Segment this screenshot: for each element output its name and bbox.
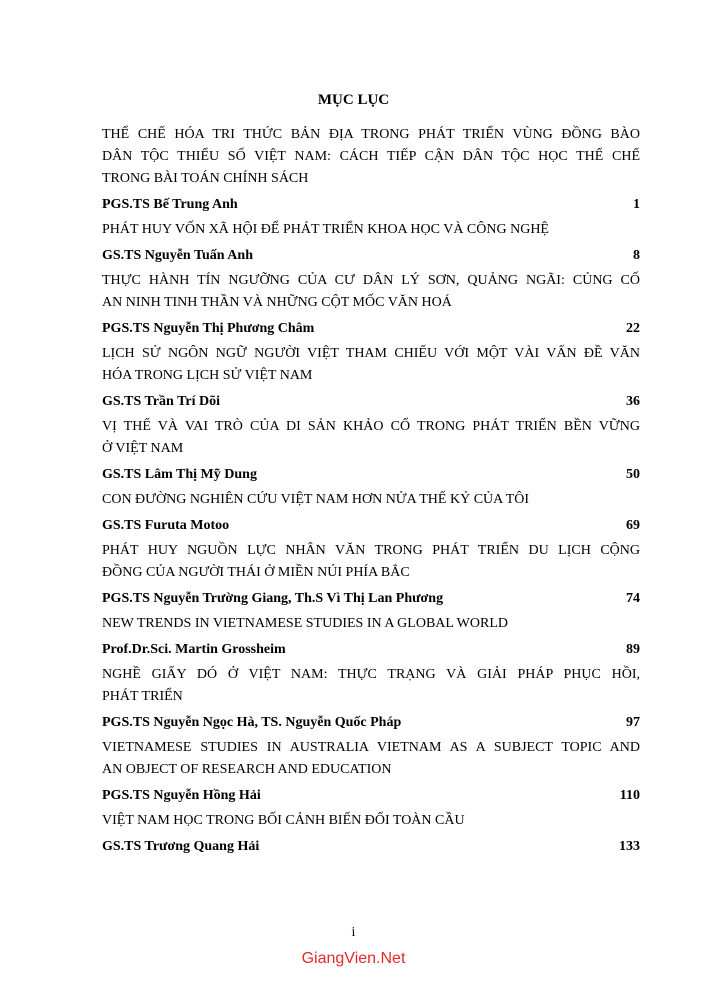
page-number: i [351,925,356,940]
toc-entry-author: PGS.TS Nguyễn Ngọc Hà, TS. Nguyễn Quốc Pháp [102,715,402,730]
toc-entry-author: PGS.TS Nguyễn Trường Giang, Th.S Vì Thị Lan Phương [102,591,444,606]
toc-entry [102,489,640,536]
toc-entry-author: GS.TS Trần Trí Dõi [102,394,220,409]
toc-entry [102,540,640,609]
toc-entry [102,416,640,485]
toc-entry-title-line: PHÁT HUY VỐN XÃ HỘI ĐỂ PHÁT TRIỂN KHOA HỌC VÀ CÔNG NGHỆ [102,222,549,237]
toc-entry [102,613,640,660]
toc-entry-page: 69 [626,518,640,533]
toc-entry-title-line: VỊ THẾ VÀ VAI TRÒ CỦA DI SẢN KHẢO CỔ TRONG PHÁT TRIỂN BỀN VỮNG [102,419,640,434]
toc-entry-page: 8 [633,248,640,263]
toc-entry-page: 133 [619,839,640,854]
watermark: GiangVien.Net [301,950,406,967]
toc-entry-author-row [102,786,640,806]
toc-entry-page: 22 [626,321,640,336]
toc-entry-page: 36 [626,394,640,409]
toc-entry-title-line: NGHỀ GIẤY DÓ Ở VIỆT NAM: THỰC TRẠNG VÀ GIẢI PHÁP PHỤC HỒI, [102,667,640,682]
toc-entry [102,664,640,733]
toc-entry-title-line: PHÁT TRIỂN [102,689,183,704]
toc-entry-author-row [102,837,640,857]
toc-entry-title-line: VIETNAMESE STUDIES IN AUSTRALIA VIETNAM AS A SUBJECT TOPIC AND [102,740,640,755]
toc-entry-author: PGS.TS Nguyễn Thị Phương Châm [102,321,315,336]
toc-entry-author-row [102,713,640,733]
toc-entry [102,343,640,412]
toc-entry-author: GS.TS Furuta Motoo [102,518,230,533]
toc-entry-title-line: NEW TRENDS IN VIETNAMESE STUDIES IN A GLOBAL WORLD [102,616,508,631]
toc-entry-author-row [102,516,640,536]
toc-entry-title-line: DÂN TỘC THIỂU SỐ VIỆT NAM: CÁCH TIẾP CẬN DÂN TỘC HỌC THỂ CHẾ [102,149,640,164]
toc-entry [102,270,640,339]
toc-entry [102,737,640,806]
toc-entry-author: GS.TS Nguyễn Tuấn Anh [102,248,253,263]
toc-entry-author-row [102,465,640,485]
toc-entry-author: PGS.TS Bế Trung Anh [102,197,238,212]
page-title: MỤC LỤC [317,92,390,108]
toc-entry-title-line: THỰC HÀNH TÍN NGƯỠNG CỦA CƯ DÂN LÝ SƠN, QUẢNG NGÃI: CỦNG CỐ [102,273,640,288]
toc-entry-title-line: THỂ CHẾ HÓA TRI THỨC BẢN ĐỊA TRONG PHÁT TRIỂN VÙNG ĐỒNG BÀO [102,127,640,142]
toc-entry-page: 50 [626,467,640,482]
toc-entry-page: 110 [619,788,640,803]
toc-entry-title-line: LỊCH SỬ NGÔN NGỮ NGƯỜI VIỆT THAM CHIẾU VỚI MỘT VÀI VẤN ĐỀ VĂN [102,346,640,361]
toc-entry-title-line: CON ĐƯỜNG NGHIÊN CỨU VIỆT NAM HƠN NỬA THẾ KỶ CỦA TÔI [102,492,530,507]
toc-entry-author-row [102,319,640,339]
toc-entry-author-row [102,640,640,660]
toc-entry-title-line: ĐỒNG CỦA NGƯỜI THÁI Ở MIỀN NÚI PHÍA BẮC [102,565,410,580]
toc-entry-author-row [102,392,640,412]
toc-entry-title-line: Ở VIỆT NAM [102,441,184,456]
toc-entry-author-row [102,246,640,266]
table-of-contents [102,124,640,861]
toc-entry [102,124,640,215]
toc-entry-page: 97 [626,715,640,730]
toc-entry-author-row [102,589,640,609]
toc-entry-title-line: VIỆT NAM HỌC TRONG BỐI CẢNH BIẾN ĐỔI TOÀN CẦU [102,813,465,828]
toc-entry-title-line: AN OBJECT OF RESEARCH AND EDUCATION [102,762,392,777]
toc-entry-author: Prof.Dr.Sci. Martin Grossheim [102,642,286,657]
toc-entry-author: PGS.TS Nguyễn Hồng Hải [102,788,261,803]
toc-entry-page: 74 [626,591,640,606]
toc-entry-author-row [102,195,640,215]
toc-entry-title-line: HÓA TRONG LỊCH SỬ VIỆT NAM [102,368,313,383]
toc-entry-author: GS.TS Trương Quang Hải [102,839,260,854]
toc-entry-title-line: AN NINH TINH THẦN VÀ NHỮNG CỘT MỐC VĂN HOÁ [102,295,452,310]
toc-entry [102,810,640,857]
toc-entry-page: 1 [633,197,640,212]
toc-entry-title-line: PHÁT HUY NGUỒN LỰC NHÂN VĂN TRONG PHÁT TRIỂN DU LỊCH CỘNG [102,543,640,558]
toc-entry-page: 89 [626,642,640,657]
toc-entry-author: GS.TS Lâm Thị Mỹ Dung [102,467,257,482]
toc-entry-title-line: TRONG BÀI TOÁN CHÍNH SÁCH [102,171,309,186]
toc-entry [102,219,640,266]
